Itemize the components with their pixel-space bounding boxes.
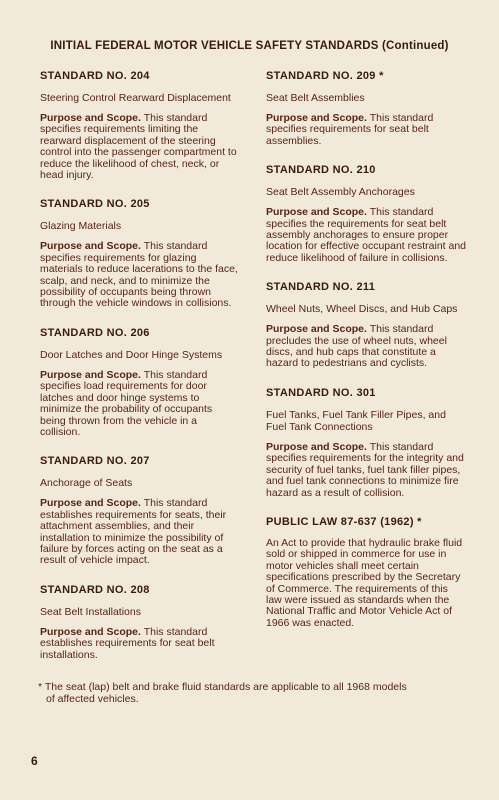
standard-description — [40, 627, 238, 661]
standard-211 — [266, 281, 466, 370]
purpose-label: Purpose and Scope. — [266, 440, 367, 453]
footnote-line: of affected vehicles. — [46, 693, 139, 705]
purpose-label: Purpose and Scope. — [40, 112, 141, 124]
standard-title: STANDARD NO. 301 — [266, 386, 376, 399]
standard-title: STANDARD NO. 207 — [40, 455, 150, 468]
standard-name: Seat Belt Installations — [40, 605, 141, 618]
public-law-title: PUBLIC LAW 87-637 (1962) * — [266, 515, 422, 528]
right-column — [266, 70, 466, 629]
standard-body: This standard establishes requirements for seats, their attachment assemblies, and their installation to minimize the possibility of failure by forces acting on the seat as a result of vehicle impact. — [40, 497, 227, 567]
standard-301 — [266, 387, 466, 499]
standard-208 — [40, 584, 238, 661]
standard-name: Glazing Materials — [40, 220, 122, 233]
standard-title: STANDARD NO. 211 — [266, 281, 376, 294]
standard-description — [40, 241, 238, 309]
standard-description — [40, 113, 238, 181]
purpose-label: Purpose and Scope. — [266, 323, 367, 336]
standard-title: STANDARD NO. 206 — [40, 326, 150, 339]
standard-204 — [40, 70, 238, 181]
standard-name: Wheel Nuts, Wheel Discs, and Hub Caps — [266, 303, 458, 316]
purpose-label: Purpose and Scope. — [266, 206, 367, 219]
standard-title: STANDARD NO. 208 — [40, 583, 150, 596]
standard-body: This standard precludes the use of wheel nuts, wheel discs, and hub caps that constitute a hazard to pedestrians and cyclists. — [266, 323, 447, 370]
standard-description — [266, 324, 466, 370]
public-law-87-637 — [266, 516, 466, 629]
standard-title: STANDARD NO. 204 — [40, 70, 150, 82]
standard-title: STANDARD NO. 205 — [40, 198, 150, 211]
purpose-label: Purpose and Scope. — [40, 497, 141, 510]
standard-body: This standard specifies requirements for glazing materials to reduce lacerations to the face, scalp, and neck, and to minimize the possibility of occupants being thrown through the vehicle windows in collisions. — [40, 240, 238, 310]
standard-body: This standard establishes requirements for seat belt installations. — [40, 625, 215, 661]
standard-body: This standard specifies requirements for the integrity and security of fuel tanks, fuel tank filler pipes, and fuel tank connections to minimize fire hazard as a result of collision. — [266, 440, 464, 499]
standard-name: Anchorage of Seats — [40, 477, 133, 490]
standard-205 — [40, 198, 238, 309]
standard-description — [266, 207, 466, 264]
standard-body: This standard specifies requirements for seat belt assemblies. — [266, 112, 434, 147]
standard-description — [266, 442, 466, 499]
standard-name: Door Latches and Door Hinge Systems — [40, 348, 223, 361]
page-header: INITIAL FEDERAL MOTOR VEHICLE SAFETY STANDARDS (Continued) — [50, 40, 449, 52]
purpose-label: Purpose and Scope. — [40, 368, 141, 381]
standard-description — [40, 498, 238, 566]
standard-body: This standard specifies requirements limiting the rearward displacement of the steering control into the passenger compartment to reduce the likelihood of chest, neck, or head injury. — [40, 112, 237, 182]
standard-description — [40, 370, 238, 438]
standard-description — [266, 113, 466, 147]
standard-body: This standard specifies load requirements for door latches and door hinge systems to minimize the probability of occupants being thrown from the vehicle in a collision. — [40, 368, 213, 438]
footnote — [38, 681, 468, 705]
standard-name: Seat Belt Assemblies — [266, 92, 365, 104]
standard-206 — [40, 327, 238, 438]
purpose-label: Purpose and Scope. — [266, 112, 367, 124]
purpose-label: Purpose and Scope. — [40, 625, 141, 638]
page-number: 6 — [31, 754, 38, 768]
standard-name: Seat Belt Assembly Anchorages — [266, 186, 415, 199]
standard-209 — [266, 70, 466, 147]
standard-name: Fuel Tanks, Fuel Tank Filler Pipes, and Fuel Tank Connections — [266, 408, 446, 433]
standard-title: STANDARD NO. 210 — [266, 164, 376, 177]
standard-name: Steering Control Rearward Displacement — [40, 92, 231, 104]
left-column — [40, 70, 238, 661]
standard-210 — [266, 164, 466, 264]
standard-207 — [40, 455, 238, 566]
standard-body: This standard specifies the requirements for seat belt assembly anchorages to ensure proper location for effective occupant restraint and reduce likelihood of failure in collisions. — [266, 206, 467, 264]
standard-title: STANDARD NO. 209 * — [266, 70, 384, 82]
public-law-body: An Act to provide that hydraulic brake fluid sold or shipped in commerce for use in motor vehicles shall meet certain specifications prescribed by the Secretary of Commerce. The requirements of this law were issued as standards when the National Traffic and Motor Vehicle Act of 1966 was enacted. — [266, 536, 463, 629]
footnote-line: * The seat (lap) belt and brake fluid standards are applicable to all 1968 models — [38, 681, 407, 693]
purpose-label: Purpose and Scope. — [40, 240, 141, 253]
